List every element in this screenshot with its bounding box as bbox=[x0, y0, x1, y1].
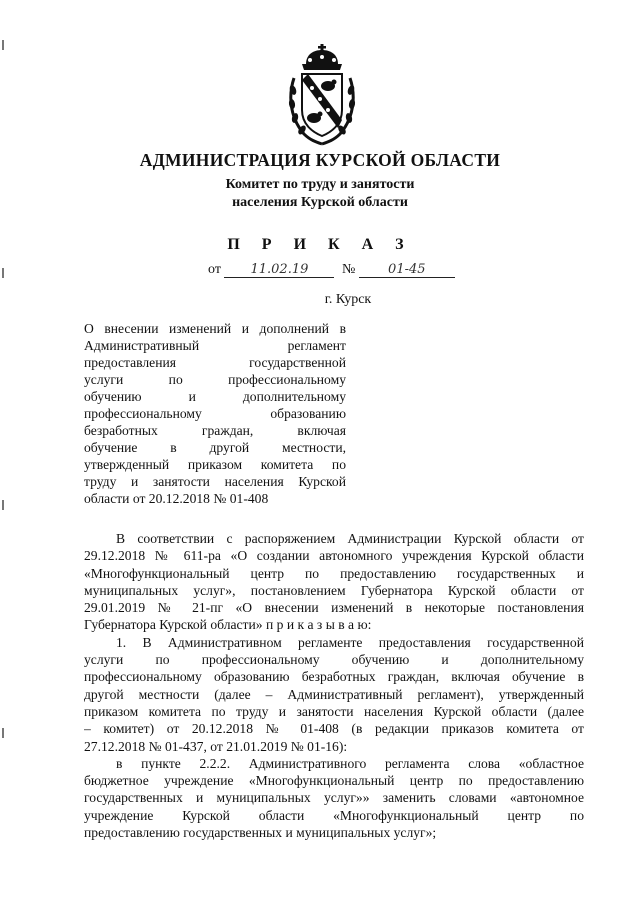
committee-name-line1: Комитет по труду и занятости bbox=[225, 177, 415, 192]
body-line: 29.12.2018 № 611-ра «О создании автономного учреждения Курской области bbox=[84, 548, 584, 564]
coat-of-arms-emblem bbox=[282, 44, 362, 148]
body-line: в пункте 2.2.2. Административного регламента слова «областное bbox=[116, 755, 584, 771]
city-label: г. Курск bbox=[324, 292, 372, 307]
subject-line: профессиональному образованию bbox=[84, 406, 346, 421]
scan-margin-mark bbox=[2, 40, 4, 50]
number-prefix: № bbox=[341, 262, 356, 277]
date-field: 11.02.19 bbox=[224, 262, 334, 278]
body-line: муниципальных услуг», постановлением Губернатора Курской области от bbox=[84, 582, 584, 598]
subject-line: обучение в другой местности, bbox=[84, 440, 346, 455]
body-line: бюджетное учреждение «Многофункциональный центр по предоставлению bbox=[84, 773, 584, 789]
body-line: учреждение Курской области «Многофункциональный центр по bbox=[84, 807, 584, 823]
subject-line: утвержденный приказом комитета по bbox=[84, 457, 346, 472]
subject-line: безработных граждан, включая bbox=[84, 423, 346, 438]
body-line: Губернатора Курской области» п р и к а з ы в а ю: bbox=[84, 617, 372, 633]
subject-line: предоставления государственной bbox=[84, 355, 346, 370]
body-line: 1. В Административном регламенте предоставления государственной bbox=[116, 634, 584, 650]
body-line: – комитет) от 20.12.2018 № 01-408 (в редакции приказов комитета от bbox=[84, 721, 584, 737]
body-line: «Многофункциональный центр по предоставлению государственных и bbox=[84, 565, 584, 581]
date-number-line bbox=[208, 262, 455, 278]
number-field: 01-45 bbox=[359, 262, 455, 278]
body-line: профессиональному образованию безработных граждан, включая обучение в bbox=[84, 669, 584, 685]
subject-line: обучению и дополнительному bbox=[84, 389, 346, 404]
order-subject bbox=[84, 320, 346, 507]
committee-name-line2: населения Курской области bbox=[232, 195, 408, 210]
scan-margin-mark bbox=[2, 728, 4, 738]
date-prefix: от bbox=[208, 262, 221, 277]
body-line: В соответствии с распоряжением Администрации Курской области от bbox=[116, 531, 584, 546]
body-line: другой местности (далее – Административный регламент), утвержденный bbox=[84, 686, 584, 702]
subject-line: труду и занятости населения Курской bbox=[84, 474, 346, 489]
organization-title: АДМИНИСТРАЦИЯ КУРСКОЙ ОБЛАСТИ bbox=[139, 150, 501, 170]
order-body bbox=[84, 530, 584, 841]
body-line: 29.01.2019 № 21-пг «О внесении изменений в некоторые постановления bbox=[84, 600, 584, 616]
body-line: государственных и муниципальных услуг»» заменить словами «автономное bbox=[84, 790, 584, 806]
body-line: услуги по профессиональному обучению и дополнительному bbox=[84, 652, 584, 668]
body-line: предоставлению государственных и муниципальных услуг»; bbox=[84, 825, 437, 841]
subject-line: области от 20.12.2018 № 01-408 bbox=[84, 491, 269, 506]
body-line: 27.12.2018 № 01-437, от 21.01.2019 № 01-16): bbox=[84, 738, 348, 754]
document-type-title: П Р И К А З bbox=[227, 236, 413, 253]
subject-line: О внесении изменений и дополнений в bbox=[84, 321, 346, 336]
body-line: приказом комитета по труду и занятости населения Курской области (далее bbox=[84, 703, 584, 719]
subject-line: услуги по профессиональному bbox=[84, 372, 346, 387]
scan-margin-mark bbox=[2, 268, 4, 278]
subject-line: Административный регламент bbox=[84, 338, 346, 353]
scan-margin-mark bbox=[2, 500, 4, 510]
